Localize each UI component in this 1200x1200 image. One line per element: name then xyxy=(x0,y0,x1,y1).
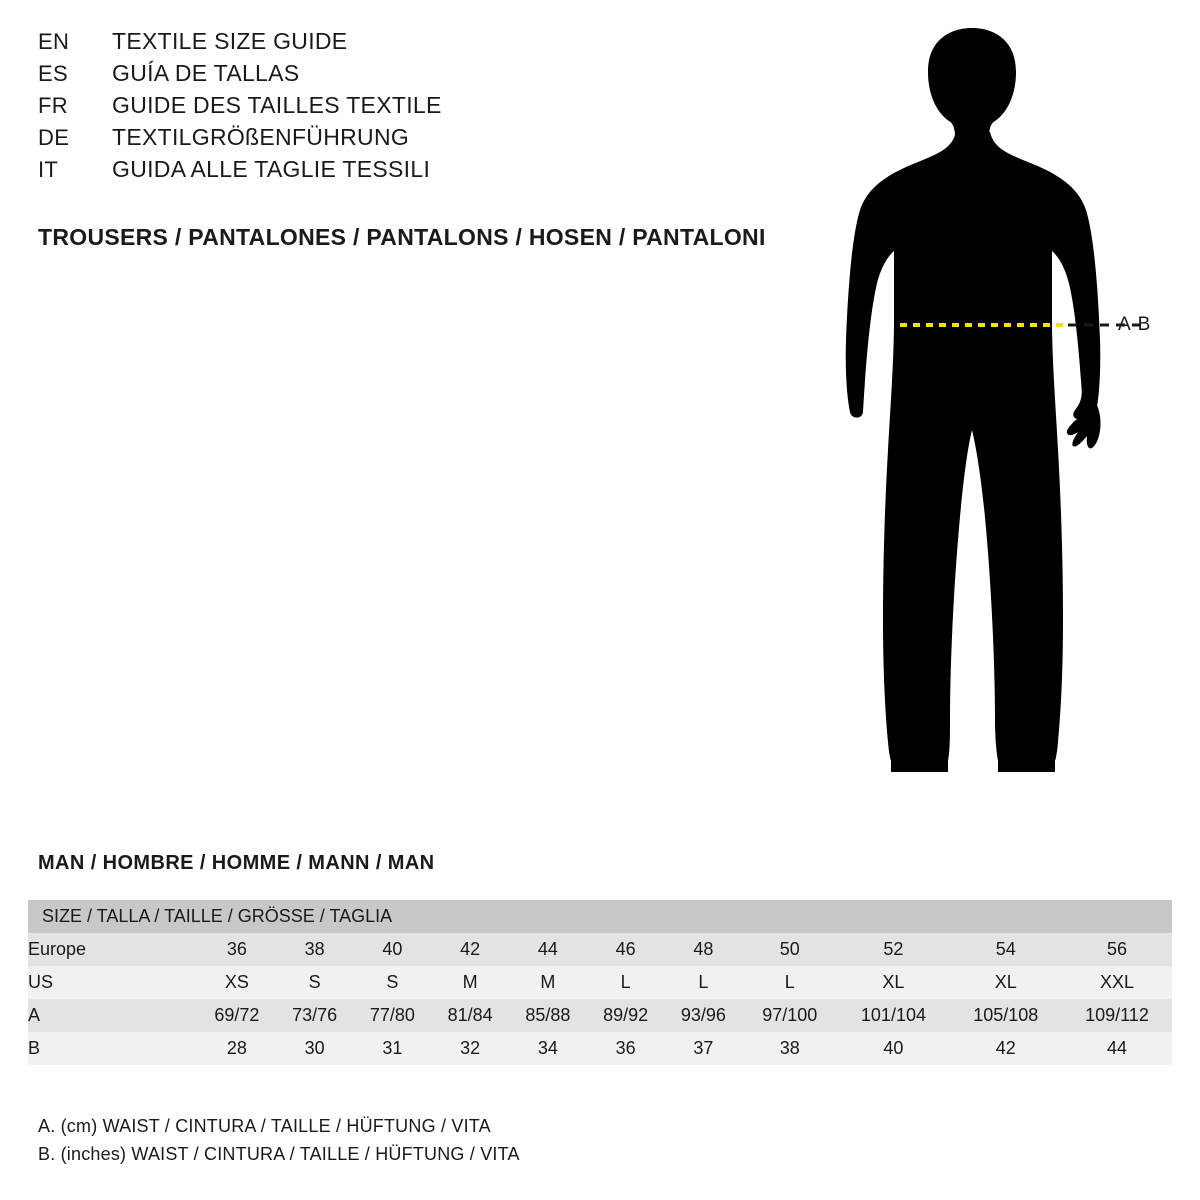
table-cell: XXL xyxy=(1099,972,1134,992)
garment-type-line: TROUSERS / PANTALONES / PANTALONS / HOSEN / PANTALONI xyxy=(38,224,766,250)
footnote-b: B. (inches) WAIST / CINTURA / TAILLE / HÜFTUNG / VITA xyxy=(38,1144,520,1164)
language-row xyxy=(38,156,798,188)
table-cell: 46 xyxy=(615,939,636,959)
table-cell: 36 xyxy=(226,939,247,959)
row-label: B xyxy=(28,1038,41,1058)
language-row xyxy=(38,28,798,60)
waist-measure-label: A-B xyxy=(1118,314,1151,335)
table-cell: 50 xyxy=(779,939,800,959)
table-cell: 32 xyxy=(460,1038,481,1058)
table-cell: L xyxy=(784,972,795,992)
table-cell: 85/88 xyxy=(525,1005,571,1025)
table-cell: 34 xyxy=(537,1038,558,1058)
row-label: US xyxy=(28,972,54,992)
language-title: TEXTILGRÖßENFÜHRUNG xyxy=(112,124,410,150)
table-cell: 28 xyxy=(226,1038,247,1058)
table-cell: 40 xyxy=(382,939,403,959)
language-title: GUÍA DE TALLAS xyxy=(112,60,300,86)
footnotes xyxy=(38,1112,520,1168)
language-title: GUIDE DES TAILLES TEXTILE xyxy=(112,92,442,118)
language-row xyxy=(38,60,798,92)
language-code: EN xyxy=(38,29,70,54)
language-code: IT xyxy=(38,157,59,182)
table-cell: 38 xyxy=(779,1038,800,1058)
figure-illustration xyxy=(790,20,1190,810)
table-cell: 56 xyxy=(1106,939,1127,959)
table-cell: 101/104 xyxy=(860,1005,926,1025)
table-cell: 93/96 xyxy=(680,1005,726,1025)
table-cell: 89/92 xyxy=(603,1005,649,1025)
table-caption: MAN / HOMBRE / HOMME / MANN / MAN xyxy=(38,852,435,874)
table-cell: 48 xyxy=(693,939,714,959)
size-table xyxy=(28,900,1172,1065)
table-row xyxy=(28,966,1172,999)
row-label: Europe xyxy=(28,939,87,959)
table-cell: S xyxy=(386,972,399,992)
table-cell: 44 xyxy=(1106,1038,1127,1058)
language-code: FR xyxy=(38,93,68,118)
table-cell: 109/112 xyxy=(1085,1005,1149,1025)
table-cell: XL xyxy=(994,972,1017,992)
table-cell: 42 xyxy=(995,1038,1016,1058)
table-cell: 81/84 xyxy=(447,1005,493,1025)
language-code: DE xyxy=(38,125,70,150)
table-cell: 40 xyxy=(883,1038,904,1058)
table-cell: 31 xyxy=(382,1038,403,1058)
table-cell: 69/72 xyxy=(214,1005,260,1025)
table-cell: L xyxy=(698,972,709,992)
table-cell: S xyxy=(308,972,321,992)
table-row xyxy=(28,1032,1172,1065)
table-cell: 44 xyxy=(537,939,558,959)
table-cell: XS xyxy=(224,972,249,992)
table-cell: M xyxy=(462,972,478,992)
table-header-label: SIZE / TALLA / TAILLE / GRÖSSE / TAGLIA xyxy=(42,906,393,926)
language-code: ES xyxy=(38,61,68,86)
language-row xyxy=(38,124,798,156)
table-cell: 54 xyxy=(995,939,1016,959)
table-cell: 38 xyxy=(304,939,325,959)
man-silhouette xyxy=(846,28,1101,772)
row-label: A xyxy=(28,1005,41,1025)
language-title: GUIDA ALLE TAGLIE TESSILI xyxy=(112,156,431,182)
table-cell: M xyxy=(540,972,556,992)
table-cell: 37 xyxy=(693,1038,714,1058)
language-title: TEXTILE SIZE GUIDE xyxy=(112,28,348,54)
table-cell: 105/108 xyxy=(973,1005,1039,1025)
table-cell: 97/100 xyxy=(762,1005,818,1025)
table-cell: XL xyxy=(882,972,905,992)
language-list xyxy=(38,28,798,188)
table-row xyxy=(28,999,1172,1032)
table-cell: 30 xyxy=(304,1038,325,1058)
table-header-row xyxy=(28,900,1172,933)
footnote-a: A. (cm) WAIST / CINTURA / TAILLE / HÜFTUNG / VITA xyxy=(38,1116,491,1136)
table-cell: L xyxy=(620,972,631,992)
table-cell: 36 xyxy=(615,1038,636,1058)
table-cell: 52 xyxy=(883,939,904,959)
language-row xyxy=(38,92,798,124)
table-row xyxy=(28,933,1172,966)
table-cell: 77/80 xyxy=(369,1005,415,1025)
table-cell: 42 xyxy=(460,939,481,959)
table-cell: 73/76 xyxy=(292,1005,338,1025)
